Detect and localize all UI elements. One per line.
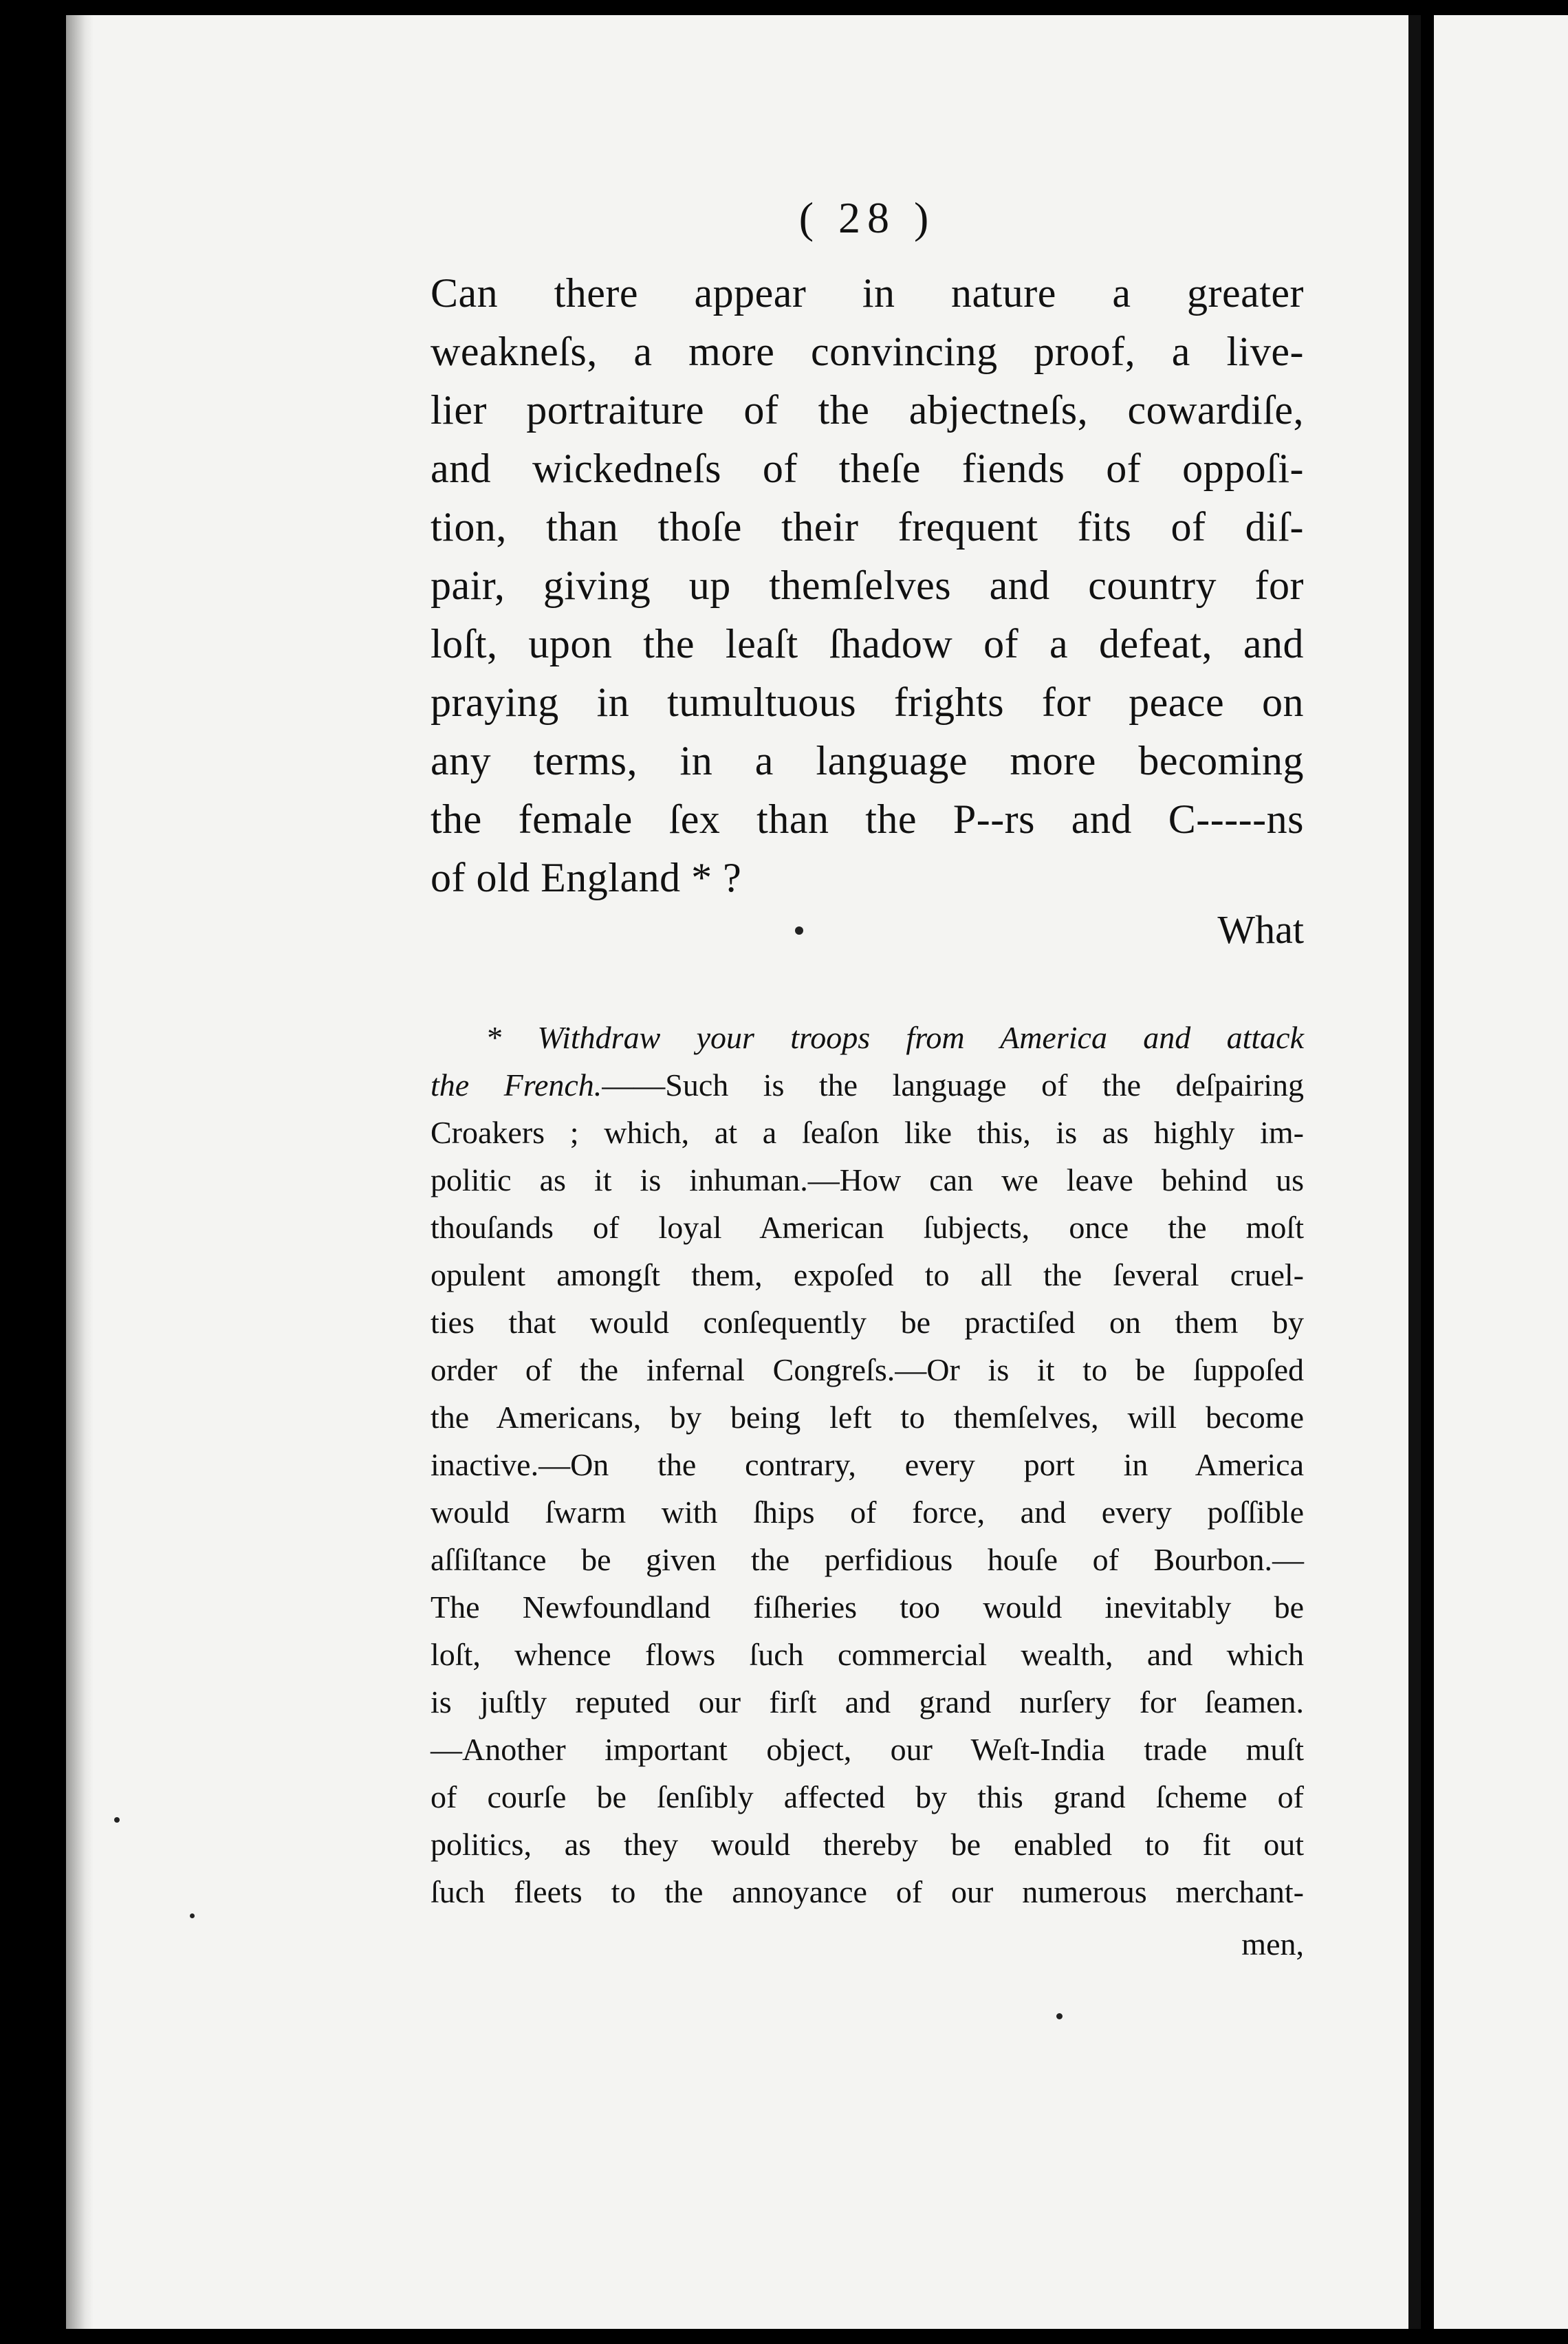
footnote-line: —Another important object, our Weſt-India trade muſt <box>431 1732 1304 1767</box>
footnote-line: would ſwarm with ſhips of force, and every poſſible <box>431 1495 1304 1530</box>
footnote-text: ——Such is the language of the deſpairing <box>602 1067 1305 1103</box>
footnote-line: ſuch fleets to the annoyance of our numerous merchant- <box>431 1874 1304 1909</box>
body-line: and wickedneſs of theſe fiends of oppoſi- <box>431 446 1304 491</box>
ink-speck <box>190 1913 195 1918</box>
right-page-edge <box>1434 15 1568 2329</box>
page-edge <box>1408 15 1421 2329</box>
body-line: pair, giving up themſelves and country for <box>431 563 1304 608</box>
footnote-line: * Withdraw your troops from America and attack <box>486 1020 1304 1055</box>
footnote-line: is juſtly reputed our firſt and grand nurſery for ſeamen. <box>431 1684 1304 1719</box>
footnote-line: Croakers ; which, at a ſeaſon like this, is as highly im- <box>431 1115 1304 1150</box>
body-line: praying in tumultuous frights for peace on <box>431 680 1304 725</box>
footnote-line: of courſe be ſenſibly affected by this grand ſcheme of <box>431 1779 1304 1814</box>
body-line: any terms, in a language more becoming <box>431 738 1304 783</box>
footnote-line: The Newfoundland fiſheries too would inevitably be <box>431 1589 1304 1625</box>
ink-speck <box>1056 2013 1063 2019</box>
left-page <box>66 15 1408 2329</box>
footnote-line: opulent amongſt them, expoſed to all the ſeveral cruel- <box>431 1257 1304 1292</box>
body-text <box>431 264 1304 907</box>
page-number: ( 28 ) <box>798 193 936 242</box>
footnote-line: politics, as they would thereby be enabled to fit out <box>431 1827 1304 1862</box>
body-line: of old England * ? <box>431 855 742 900</box>
ink-speck <box>114 1817 120 1823</box>
footnote-line: the Americans, by being left to themſelves, will become <box>431 1400 1304 1435</box>
body-line: lier portraiture of the abjectneſs, cowardiſe, <box>431 387 1304 433</box>
footnote-italic-text: the French. <box>431 1067 602 1103</box>
footnote-line: aſſiſtance be given the perfidious houſe of Bourbon.— <box>431 1542 1304 1577</box>
footnote-catchword: men, <box>1241 1927 1304 1962</box>
ink-speck <box>795 926 803 935</box>
body-line: Can there appear in nature a greater <box>431 270 1304 316</box>
footnote-line <box>431 1061 1304 1109</box>
body-line: weakneſs, a more convincing proof, a live- <box>431 329 1304 374</box>
footnote-line: order of the infernal Congreſs.—Or is it to be ſuppoſed <box>431 1352 1304 1387</box>
footnote <box>431 1014 1304 1916</box>
footnote-line: inactive.—On the contrary, every port in America <box>431 1447 1304 1482</box>
footnote-line: thouſands of loyal American ſubjects, once the moſt <box>431 1210 1304 1245</box>
body-line: loſt, upon the leaſt ſhadow of a defeat, and <box>431 621 1304 666</box>
footnote-line: ties that would conſequently be practiſed on them by <box>431 1305 1304 1340</box>
catchword: What <box>1217 907 1304 952</box>
footnote-line: loſt, whence flows ſuch commercial wealth, and which <box>431 1637 1304 1672</box>
gutter-shadow <box>66 15 94 2329</box>
body-line: tion, than thoſe their frequent fits of diſ- <box>431 504 1304 550</box>
body-line: the female ſex than the P--rs and C-----ns <box>431 796 1304 842</box>
footnote-line: politic as it is inhuman.—How can we leave behind us <box>431 1162 1304 1197</box>
